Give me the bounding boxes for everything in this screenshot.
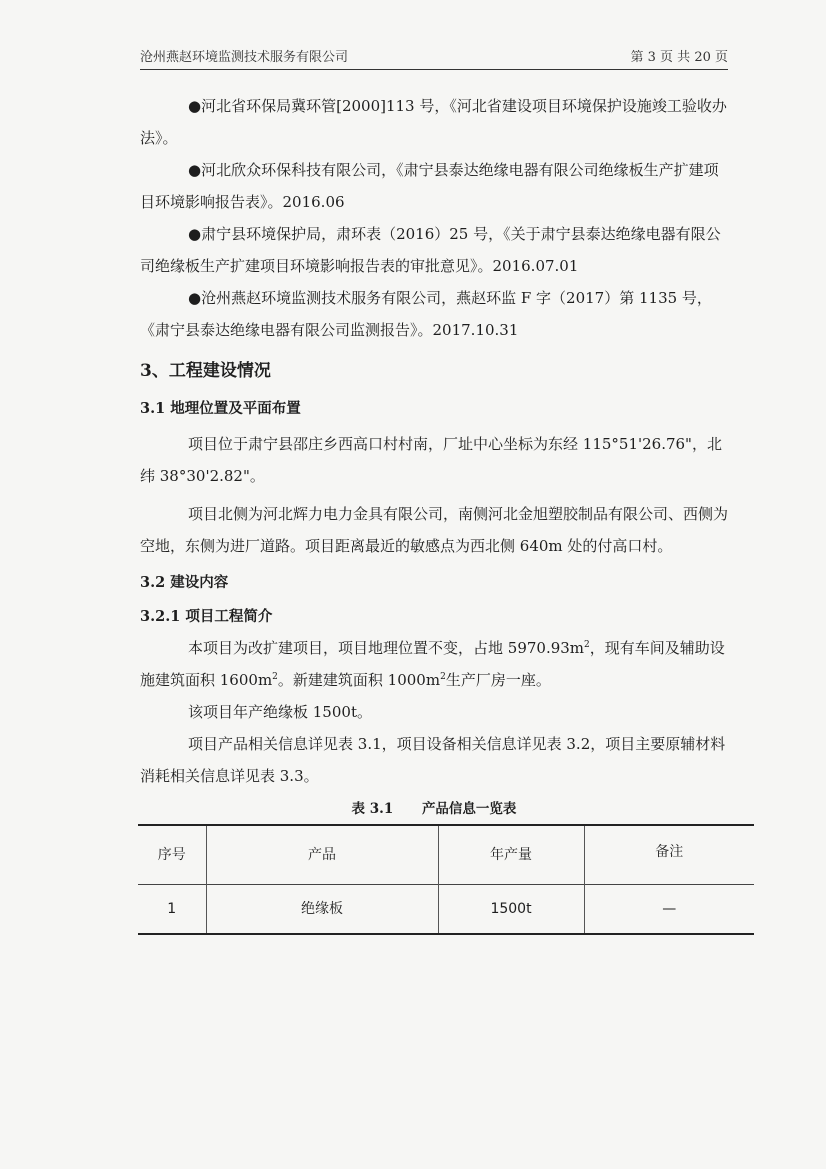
surroundings-paragraph: 项目北侧为河北辉力电力金具有限公司，南侧河北金旭塑胶制品有限公司、西侧为空地，东侧为进厂道路。项目距离最近的敏感点为西北侧 640m 处的付高口村。 — [140, 505, 729, 555]
table-caption-title: 产品信息一览表 — [421, 801, 517, 817]
table-row — [138, 885, 754, 935]
header-divider — [140, 69, 728, 70]
table-reference-paragraph: 项目产品相关信息详见表 3.1，项目设备相关信息详见表 3.2，项目主要原辅材料消耗相关信息详见表 3.3。 — [140, 735, 726, 785]
project-intro-paragraph: 本项目为改扩建项目，项目地理位置不变，占地 $5970.93m^2$，现有车间及辅助设施建筑面积 $1600m^2$。新建建筑面积 $1000m^2$生产厂房一座。 — [140, 639, 725, 689]
section-3-2-1-title: 3.2.1 项目工程简介 — [140, 608, 273, 625]
product-info-table — [138, 824, 754, 935]
section-3-title: 3、工程建设情况 — [140, 361, 271, 381]
header-page-info: 第 3 页 共 20 页 — [630, 50, 728, 65]
table-3-1-caption — [140, 798, 728, 820]
reference-item: ●河北省环保局冀环管[2000]113 号，《河北省建设项目环境保护设施竣工验收办法》。 — [140, 97, 727, 147]
column-header: 序号 — [138, 825, 206, 885]
table-cell: — — [584, 885, 754, 935]
reference-item: ●沧州燕赵环境监测技术服务有限公司，燕赵环监 F 字（2017）第 1135 号，《肃宁县泰达绝缘电器有限公司监测报告》。2017.10.31 — [140, 289, 712, 339]
reference-item: ●肃宁县环境保护局，肃环表（2016）25 号，《关于肃宁县泰达绝缘电器有限公司绝缘板生产扩建项目环境影响报告表的审批意见》。2016.07.01 — [140, 225, 721, 275]
header-company: 沧州燕赵环境监测技术服务有限公司 — [140, 50, 349, 65]
table-cell: 1500t — [438, 885, 584, 935]
column-header: 年产量 — [438, 825, 584, 885]
reference-item: ●河北欣众环保科技有限公司，《肃宁县泰达绝缘电器有限公司绝缘板生产扩建项目环境影响报告表》。2016.06 — [140, 161, 719, 211]
annual-output-paragraph: 该项目年产绝缘板 1500t。 — [188, 703, 372, 721]
location-paragraph: 项目位于肃宁县邵庄乡西高口村村南，厂址中心坐标为东经 115°51'26.76"，北纬 38°30'2.82"。 — [140, 435, 722, 485]
table-caption-number: 表 3.1 — [351, 801, 394, 817]
page-body — [140, 90, 728, 935]
table-cell: 1 — [138, 885, 206, 935]
column-header: 产品 — [206, 825, 438, 885]
section-3-2-title: 3.2 建设内容 — [140, 574, 229, 591]
table-cell: 绝缘板 — [206, 885, 438, 935]
table-header-row — [138, 825, 754, 885]
section-3-1-title: 3.1 地理位置及平面布置 — [140, 400, 301, 417]
column-header: 备注 — [584, 825, 754, 885]
